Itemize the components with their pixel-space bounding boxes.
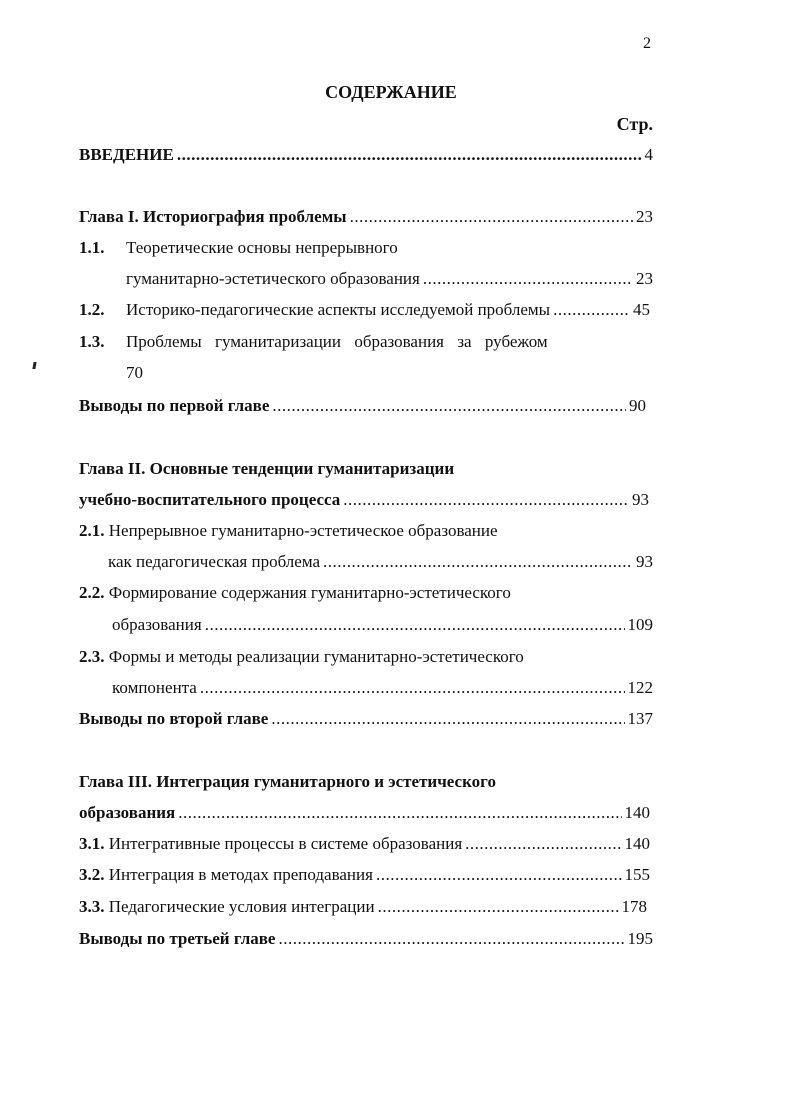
toc-entry-page: 137 (627, 709, 653, 728)
section-number: 1.3. (79, 332, 105, 351)
toc-entry-label: Интеграция в методах преподавания (108, 865, 373, 884)
toc-entry-page: 23 (636, 269, 653, 288)
toc-entry-page: 178 (621, 897, 647, 916)
toc-entry-page: 90 (629, 396, 646, 415)
toc-entry-page: 122 (627, 678, 653, 697)
leader-dots (177, 145, 642, 165)
leader-dots (423, 269, 633, 289)
toc-entry-label: компонента (112, 678, 197, 697)
toc-entry-conclusions-3[interactable] (79, 929, 653, 949)
toc-entry-page: 195 (627, 929, 653, 948)
leader-dots (350, 207, 633, 227)
leader-dots (178, 803, 621, 823)
section-number: 1.1. (79, 238, 105, 257)
toc-entry-section-2-2-cont[interactable] (112, 615, 653, 635)
toc-entry-label: Выводы по второй главе (79, 709, 269, 728)
leader-dots (272, 396, 626, 416)
toc-entry-chapter-1[interactable] (79, 207, 653, 227)
word: Проблемы (126, 332, 202, 351)
section-number: 2.2. (79, 583, 105, 602)
toc-entry-page: 140 (624, 803, 650, 822)
toc-entry-section-3-1[interactable] (79, 834, 650, 854)
toc-entry-page: 70 (126, 363, 143, 382)
toc-entry-label: Историко-педагогические аспекты исследуемой проблемы (126, 300, 551, 319)
toc-entry-label: Глава I. Историография проблемы (79, 207, 347, 226)
toc-entry-label: как педагогическая проблема (108, 552, 321, 571)
toc-entry-introduction[interactable] (79, 145, 653, 165)
toc-entry-label: учебно-воспитательного процесса (79, 490, 341, 509)
toc-entry-label: ВВЕДЕНИЕ (79, 145, 174, 164)
word: образования (354, 332, 444, 351)
section-number: 3.1. (79, 834, 105, 853)
leader-dots (465, 834, 621, 854)
page-number: 2 (643, 35, 651, 52)
word: гуманитаризации (215, 332, 341, 351)
toc-entry-section-1-2[interactable] (126, 300, 650, 320)
toc-entry-label: Формирование содержания гуманитарно-эстетического (108, 583, 511, 602)
leader-dots (278, 929, 624, 949)
section-number: 2.3. (79, 647, 105, 666)
page-column-label: Стр. (616, 114, 653, 134)
toc-entry-page: 23 (636, 207, 653, 226)
toc-entry-conclusions-2[interactable] (79, 709, 653, 729)
leader-dots (376, 865, 622, 885)
toc-entry-page: 4 (644, 145, 653, 164)
toc-entry-section-2-1[interactable] (79, 521, 498, 541)
toc-entry-section-1-1[interactable]: Теоретические основы непрерывного (126, 238, 398, 257)
toc-entry-page: 155 (624, 865, 650, 884)
toc-entry-label: Непрерывное гуманитарно-эстетическое образование (108, 521, 498, 540)
leader-dots (200, 678, 625, 698)
toc-entry-section-2-1-cont[interactable] (108, 552, 653, 572)
leader-dots (553, 300, 630, 320)
toc-entry-chapter-3[interactable]: Глава III. Интеграция гуманитарного и эстетического (79, 772, 496, 791)
toc-entry-page: 93 (632, 490, 649, 509)
toc-entry-page: 93 (636, 552, 653, 571)
toc-entry-page: 109 (627, 615, 653, 634)
leader-dots (378, 897, 619, 917)
toc-entry-section-1-3[interactable] (126, 332, 653, 352)
toc-entry-conclusions-1[interactable] (79, 396, 646, 416)
toc-entry-page: 140 (624, 834, 650, 853)
toc-entry-section-3-3[interactable] (79, 897, 647, 917)
word: за (457, 332, 472, 351)
leader-dots (271, 709, 624, 729)
page-title: СОДЕРЖАНИЕ (325, 82, 457, 102)
toc-entry-label: Выводы по третьей главе (79, 929, 276, 948)
section-number: 2.1. (79, 521, 105, 540)
section-number: 3.2. (79, 865, 105, 884)
word: рубежом (484, 332, 548, 351)
toc-entry-label: образования (112, 615, 202, 634)
section-number: 3.3. (79, 897, 105, 916)
toc-entry-label: Формы и методы реализации гуманитарно-эстетического (108, 647, 524, 666)
toc-entry-label: Интегративные процессы в системе образования (108, 834, 463, 853)
leader-dots (561, 332, 653, 352)
toc-entry-page: 45 (633, 300, 650, 319)
toc-entry-label: образования (79, 803, 176, 822)
leader-dots (205, 615, 625, 635)
toc-entry-label: Педагогические условия интеграции (108, 897, 375, 916)
toc-entry-label: Выводы по первой главе (79, 396, 270, 415)
leader-dots (343, 490, 629, 510)
toc-entry-section-2-3[interactable] (79, 647, 524, 667)
toc-entry-section-2-2[interactable] (79, 583, 511, 603)
toc-entry-label: гуманитарно-эстетического образования (126, 269, 420, 288)
toc-entry-chapter-3-cont[interactable] (79, 803, 650, 823)
scan-mark (32, 362, 36, 369)
toc-entry-chapter-2-cont[interactable] (79, 490, 649, 510)
leader-dots (323, 552, 633, 572)
toc-entry-section-1-1-cont[interactable] (126, 269, 653, 289)
toc-entry-section-2-3-cont[interactable] (112, 678, 653, 698)
toc-entry-chapter-2[interactable]: Глава II. Основные тенденции гуманитаризации (79, 459, 455, 478)
section-number: 1.2. (79, 300, 105, 319)
toc-entry-section-3-2[interactable] (79, 865, 650, 885)
